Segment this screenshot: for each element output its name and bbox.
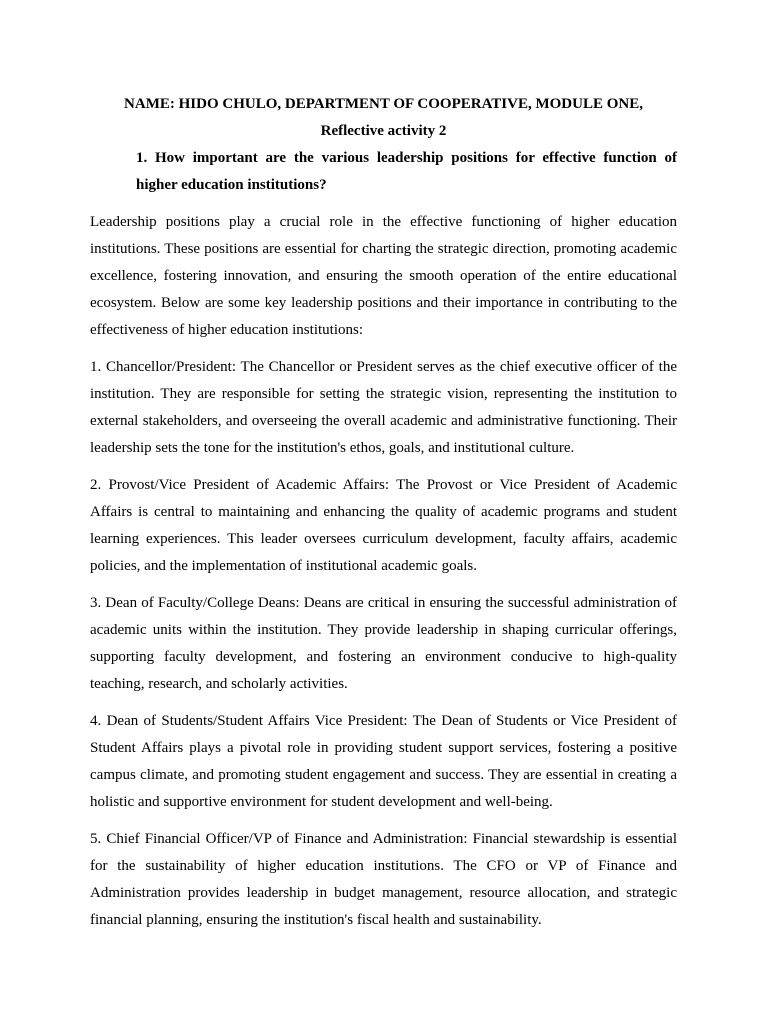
- question-text: 1. How important are the various leadership positions for effective function of higher education institutions?: [136, 150, 677, 193]
- document-heading: NAME: HIDO CHULO, DEPARTMENT OF COOPERATIVE, MODULE ONE,: [124, 96, 643, 112]
- paragraph-chancellor: 1. Chancellor/President: The Chancellor or President serves as the chief executive officer of the institution. They are responsible for setting the strategic vision, representing the institution to external stakeholders, and overseeing the overall academic and administrative functioning. Their leadership sets the tone for the institution's ethos, goals, and institutional culture.: [90, 359, 677, 456]
- intro-paragraph: Leadership positions play a crucial role in the effective functioning of higher education institutions. These positions are essential for charting the strategic direction, promoting academic excellence, fostering innovation, and ensuring the smooth operation of the entire educational ecosystem. Below are some key leadership positions and their importance in contributing to the effectiveness of higher education institutions:: [90, 214, 677, 338]
- document-subheading: Reflective activity 2: [320, 123, 447, 139]
- paragraph-cfo: 5. Chief Financial Officer/VP of Finance and Administration: Financial stewardship is essential for the sustainability of higher education institutions. The CFO or VP of Finance and Administration provides leadership in budget management, resource allocation, and strategic financial planning, ensuring the institution's fiscal health and sustainability.: [90, 831, 677, 928]
- paragraph-deans: 3. Dean of Faculty/College Deans: Deans are critical in ensuring the successful administration of academic units within the institution. They provide leadership in shaping curricular offerings, supporting faculty development, and fostering an environment conducive to high-quality teaching, research, and scholarly activities.: [90, 595, 677, 692]
- paragraph-provost: 2. Provost/Vice President of Academic Affairs: The Provost or Vice President of Academic Affairs is central to maintaining and enhancing the quality of academic programs and student learning experiences. This leader oversees curriculum development, faculty affairs, academic policies, and the implementation of institutional academic goals.: [90, 477, 677, 574]
- paragraph-dean-of-students: 4. Dean of Students/Student Affairs Vice President: The Dean of Students or Vice President of Student Affairs plays a pivotal role in providing student support services, fostering a positive campus climate, and promoting student engagement and success. They are essential in creating a holistic and supportive environment for student development and well-being.: [90, 713, 677, 810]
